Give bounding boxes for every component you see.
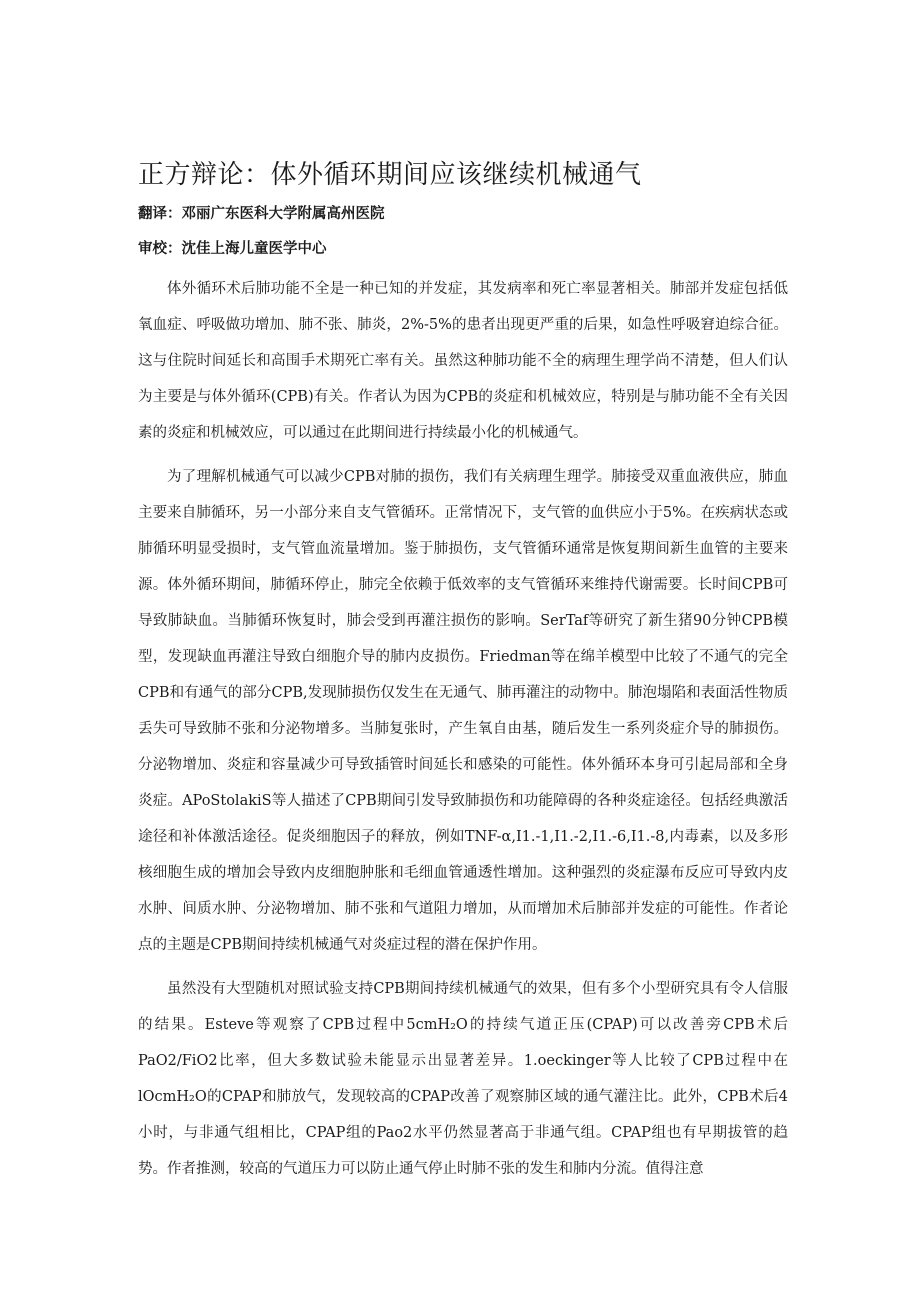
translator-line: 翻译：邓丽广东医科大学附属高州医院	[138, 206, 385, 222]
document-page	[138, 157, 788, 1195]
document-title: 正方辩论：体外循环期间应该继续机械通气	[138, 160, 642, 190]
reviewer-line: 审校：沈佳上海儿童医学中心	[138, 241, 327, 257]
body-paragraph-3: 虽然没有大型随机对照试验支持CPB期间持续机械通气的效果，但有多个小型研究具有令人信服的结果。Esteve等观察了CPB过程中5cmH₂O的持续气道正压(CPAP)可以改善旁CPB术后PaO2/FiO2比率，但大多数试验未能显示出显著差异。1.oeckinger等人比较了CPB过程中在lOcmH₂O的CPAP和肺放气，发现较高的CPAP改善了观察肺区域的通气灌注比。此外，CPB术后4小时，与非通气组相比，CPAP组的Pao2水平仍然显著高于非通气组。CPAP组也有早期拔管的趋势。作者推测，较高的气道压力可以防止通气停止时肺不张的发生和肺内分流。值得注意	[138, 981, 788, 1177]
body-paragraph-2: 为了理解机械通气可以减少CPB对肺的损伤，我们有关病理生理学。肺接受双重血液供应，肺血主要来自肺循环，另一小部分来自支气管循环。正常情况下，支气管的血供应小于5%。在疾病状态或肺循环明显受损时，支气管血流量增加。鉴于肺损伤，支气管循环通常是恢复期间新生血管的主要来源。体外循环期间，肺循环停止，肺完全依赖于低效率的支气管循环来维持代谢需要。长时间CPB可导致肺缺血。当肺循环恢复时，肺会受到再灌注损伤的影响。SerTaf等研究了新生猪90分钟CPB模型，发现缺血再灌注导致白细胞介导的肺内皮损伤。Friedman等在绵羊模型中比较了不通气的完全CPB和有通气的部分CPB,发现肺损伤仅发生在无通气、肺再灌注的动物中。肺泡塌陷和表面活性物质丢失可导致肺不张和分泌物增多。当肺复张时，产生氧自由基，随后发生一系列炎症介导的肺损伤。分泌物增加、炎症和容量减少可导致插管时间延长和感染的可能性。体外循环本身可引起局部和全身炎症。APoStolakiS等人描述了CPB期间引发导致肺损伤和功能障碍的各种炎症途径。包括经典激活途径和补体激活途径。促炎细胞因子的释放，例如TNF-α,I1.-1,I1.-2,I1.-6,I1.-8,内毒素，以及多形核细胞生成的增加会导致内皮细胞肿胀和毛细血管通透性增加。这种强烈的炎症瀑布反应可导致内皮水肿、间质水肿、分泌物增加、肺不张和气道阻力增加，从而增加术后肺部并发症的可能性。作者论点的主题是CPB期间持续机械通气对炎症过程的潜在保护作用。	[138, 469, 788, 953]
body-paragraph-1: 体外循环术后肺功能不全是一种已知的并发症，其发病率和死亡率显著相关。肺部并发症包括低氧血症、呼吸做功增加、肺不张、肺炎，2%-5%的患者出现更严重的后果，如急性呼吸窘迫综合征。这与住院时间延长和高围手术期死亡率有关。虽然这种肺功能不全的病理生理学尚不清楚，但人们认为主要是与体外循环(CPB)有关。作者认为因为CPB的炎症和机械效应，特别是与肺功能不全有关因素的炎症和机械效应，可以通过在此期间进行持续最小化的机械通气。	[138, 281, 788, 441]
